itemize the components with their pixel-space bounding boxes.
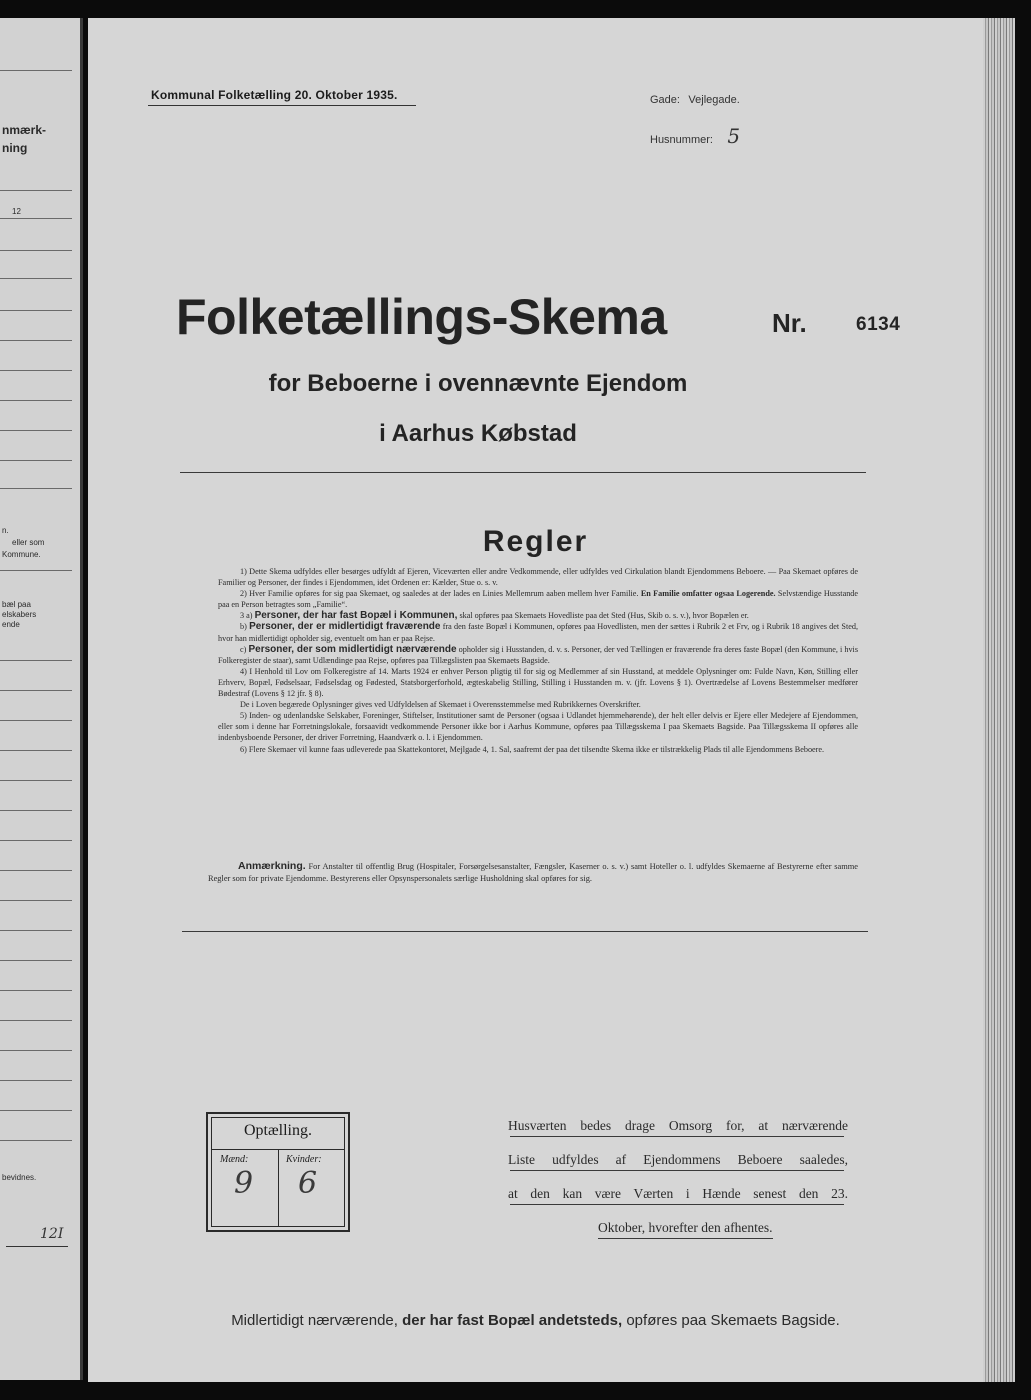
left-page-rule bbox=[0, 218, 72, 219]
left-page-rule bbox=[0, 660, 72, 661]
remark-text: For Anstalter til offentlig Brug (Hospitaler, Forsørgelsesanstalter, Fængsler, Kaserner o. s. v.) samt Hoteller o. l. udfyldes Skemaerne af Bestyrerne efter samme Regler som for private Ejendomme. Bestyrerens eller Opsynspersonalets særlige Husholdning skal opføres for sig. bbox=[208, 862, 858, 883]
divider-top bbox=[180, 472, 866, 473]
notice-line-3: at den kan være Værten i Hænde senest den 23. bbox=[508, 1186, 848, 1201]
house-number-field bbox=[650, 124, 740, 148]
left-page-rule bbox=[0, 400, 72, 401]
footer-part-2: der har fast Bopæl andetsteds, bbox=[402, 1312, 623, 1329]
form-subtitle: for Beboerne i ovennævnte Ejendom bbox=[268, 370, 688, 397]
rule-2-text: 2) Hver Familie opføres for sig paa Skemaet, og saaledes at der lades en Linies Mellemrum aaben mellem hver Familie. bbox=[240, 589, 639, 599]
notice-underline bbox=[510, 1170, 844, 1171]
left-page-fragment: bevidnes. bbox=[2, 1173, 37, 1182]
census-header: Kommunal Folketælling 20. Oktober 1935. bbox=[151, 88, 398, 102]
form-number: 6134 bbox=[856, 314, 901, 335]
rules-text bbox=[218, 566, 858, 755]
left-page-rule bbox=[0, 930, 72, 931]
notice-line-2: Liste udfyldes af Ejendommens Beboere saaledes, bbox=[508, 1152, 848, 1167]
left-page-rule bbox=[0, 1050, 72, 1051]
rule-1: 1) Dette Skema udfyldes eller besørges udfyldt af Ejeren, Viceværten eller andre Vedkommende, eller udfyldes ved Cirkulation blandt Ejendommens Beboere. — Paa Skemaet opføres de Familier og Personer, der findes i Ejendommen, idet Ordenen er: Kælder, Stue o. s. v. bbox=[218, 567, 858, 588]
left-page-fragment: nmærk- bbox=[2, 123, 47, 137]
notice-underline bbox=[510, 1136, 844, 1137]
house-number-value: 5 bbox=[727, 124, 741, 148]
rule-3a-text: skal opføres paa Skemaets Hovedliste paa det Sted (Hus, Skib o. s. v.), hvor Bopælen er. bbox=[459, 611, 749, 621]
street-value: Vejlegade. bbox=[688, 94, 740, 106]
left-page-handwriting: 12I bbox=[40, 1226, 64, 1242]
left-page-rule bbox=[0, 278, 72, 279]
rule-3b-prefix: b) bbox=[240, 622, 247, 632]
left-page-rule bbox=[0, 70, 72, 71]
divider-bottom bbox=[182, 931, 868, 932]
form-title: Folketællings-Skema bbox=[176, 289, 667, 345]
rule-3c-highlight: Personer, der som midlertidigt nærværende bbox=[248, 643, 457, 655]
left-page-fragment: elskabers bbox=[2, 610, 37, 619]
men-label: Mænd: bbox=[220, 1154, 249, 1165]
count-box bbox=[206, 1112, 350, 1232]
rule-3b-highlight: Personer, der er midlertidigt fraværende bbox=[249, 621, 441, 633]
left-page-fragment: Kommune. bbox=[2, 550, 41, 559]
left-page-rule bbox=[0, 190, 72, 191]
rule-3a bbox=[218, 610, 858, 621]
left-page-rule bbox=[0, 810, 72, 811]
men-count: 9 bbox=[234, 1166, 254, 1201]
rule-5: 5) Inden- og udenlandske Selskaber, Foreninger, Stiftelser, Institutioner samt de Personer (ogsaa i Udlandet hjemmehørende), der helt eller delvis er Ejere eller Medejere af Ejendommen, eller som i denne har Forretningslokale, forsaavidt vedkommende Personer ikke bor i Aarhus Kommune, opføres paa Tillægsskema I paa Skemaets Bagside. Paa Tillægsskema II opføres alle indenbysboende Personer, der driver Forretning, Haandværk o. l. i Ejendommen. bbox=[218, 711, 858, 743]
rule-3c bbox=[218, 644, 858, 666]
left-page-rule bbox=[0, 990, 72, 991]
count-box-inner bbox=[211, 1117, 345, 1227]
left-page-rule bbox=[0, 870, 72, 871]
left-page-rule bbox=[0, 340, 72, 341]
left-page-rule bbox=[0, 900, 72, 901]
rule-4: 4) I Henhold til Lov om Folkeregistre af 14. Marts 1924 er enhver Person pligtig til for sig og Medlemmer af sin Husstand, at meddele Oplysninger om: Fulde Navn, Køn, Stilling eller Erhverv, Bopæl, Fødselsaar, Fødselsdag og Fødested, Statsborgerforhold, ægteskabelig Stilling, Stilling i Husstanden m. v. (jfr. Lovens § 1). Overtrædelse af Lovens Bestemmelser medfører Bødestraf (Lovens § 12 jfr. § 8). bbox=[218, 666, 858, 699]
rule-3a-prefix: 3 a) bbox=[240, 611, 253, 621]
count-box-column-divider bbox=[278, 1149, 279, 1226]
left-page-rule bbox=[0, 1080, 72, 1081]
rule-2-bold: En Familie omfatter ogsaa Logerende. bbox=[640, 589, 776, 599]
footer-note bbox=[88, 1312, 983, 1329]
rules-heading: Regler bbox=[482, 525, 589, 558]
left-page-rule bbox=[0, 840, 72, 841]
women-count: 6 bbox=[298, 1166, 318, 1201]
count-box-title: Optælling. bbox=[243, 1122, 312, 1139]
left-page-rule bbox=[0, 1140, 72, 1141]
left-page-fragment: bæl paa bbox=[2, 600, 31, 609]
rule-3a-highlight: Personer, der har fast Bopæl i Kommunen, bbox=[254, 610, 458, 622]
left-page-rule bbox=[0, 250, 72, 251]
remark bbox=[208, 861, 858, 884]
street-field bbox=[650, 90, 740, 108]
rule-3c-text: opholder sig i Husstanden, d. v. s. Personer, der ved Tællingen er fraværende fra deres faste Bopæl (den Kommune, i hvis Folkeregister de staar), samt Udlændinge paa Rejse, opføres paa Tillægslisten paa Skemaets Bagside. bbox=[218, 644, 859, 665]
left-page-rule bbox=[0, 1110, 72, 1111]
left-page-underline bbox=[6, 1246, 68, 1247]
house-number-label: Husnummer: bbox=[650, 134, 713, 146]
rule-2-tail: Selvstændige Husstande paa en Person betragtes som „Familie“. bbox=[218, 589, 859, 610]
footer-part-3: opføres paa Skemaets Bagside. bbox=[626, 1312, 840, 1329]
left-page-fragment: eller som bbox=[12, 538, 45, 547]
left-page-fragment: 12 bbox=[12, 207, 21, 216]
census-header-underline bbox=[148, 105, 416, 106]
form-number-label: Nr. bbox=[772, 308, 807, 338]
street-label: Gade: bbox=[650, 94, 680, 106]
notice-line-4: Oktober, hvorefter den afhentes. bbox=[598, 1220, 773, 1239]
rule-3c-prefix: c) bbox=[240, 644, 247, 654]
left-page-rule bbox=[0, 430, 72, 431]
left-page-rule bbox=[0, 570, 72, 571]
left-page-rule bbox=[0, 750, 72, 751]
left-page-rule bbox=[0, 310, 72, 311]
notice-underline bbox=[510, 1204, 844, 1205]
left-page-rule bbox=[0, 460, 72, 461]
left-page-fragment: ende bbox=[2, 620, 20, 629]
women-label: Kvinder: bbox=[286, 1154, 322, 1165]
left-facing-page bbox=[0, 18, 83, 1380]
left-page-rule bbox=[0, 488, 72, 489]
left-page-rule bbox=[0, 370, 72, 371]
footer-part-1: Midlertidigt nærværende, bbox=[231, 1312, 398, 1329]
left-page-rule bbox=[0, 690, 72, 691]
left-page-rule bbox=[0, 780, 72, 781]
left-page-fragment: ning bbox=[2, 141, 28, 155]
left-page-rule bbox=[0, 720, 72, 721]
remark-label: Anmærkning. bbox=[238, 860, 306, 872]
rule-4b: De i Loven begærede Oplysninger gives ved Udfyldelsen af Skemaet i Overensstemmelse med Rubrikkernes Overskrifter. bbox=[240, 700, 641, 710]
rule-3b bbox=[218, 621, 858, 643]
form-municipality: i Aarhus Købstad bbox=[379, 420, 577, 447]
page-stack-edges bbox=[983, 18, 1015, 1382]
rule-2 bbox=[218, 588, 858, 610]
census-form-page bbox=[88, 18, 983, 1382]
notice-line-1: Husværten bedes drage Omsorg for, at nærværende bbox=[508, 1118, 848, 1133]
left-page-rule bbox=[0, 1020, 72, 1021]
rule-3b-text: fra den faste Bopæl i Kommunen, opføres paa Hovedlisten, men der sættes i Rubrik 2 et Frv, og i Rubrik 18 angives det Sted, hvor han midlertidigt opholder sig, eventuelt om han er paa Rejse. bbox=[218, 622, 859, 643]
rule-6: 6) Flere Skemaer vil kunne faas udleverede paa Skattekontoret, Mejlgade 4, 1. Sal, saafremt der paa det tilsendte Skema ikke er tilstrækkelig Plads til alle Ejendommens Beboere. bbox=[240, 744, 825, 754]
left-page-fragment: n. bbox=[2, 526, 9, 535]
left-page-rule bbox=[0, 960, 72, 961]
